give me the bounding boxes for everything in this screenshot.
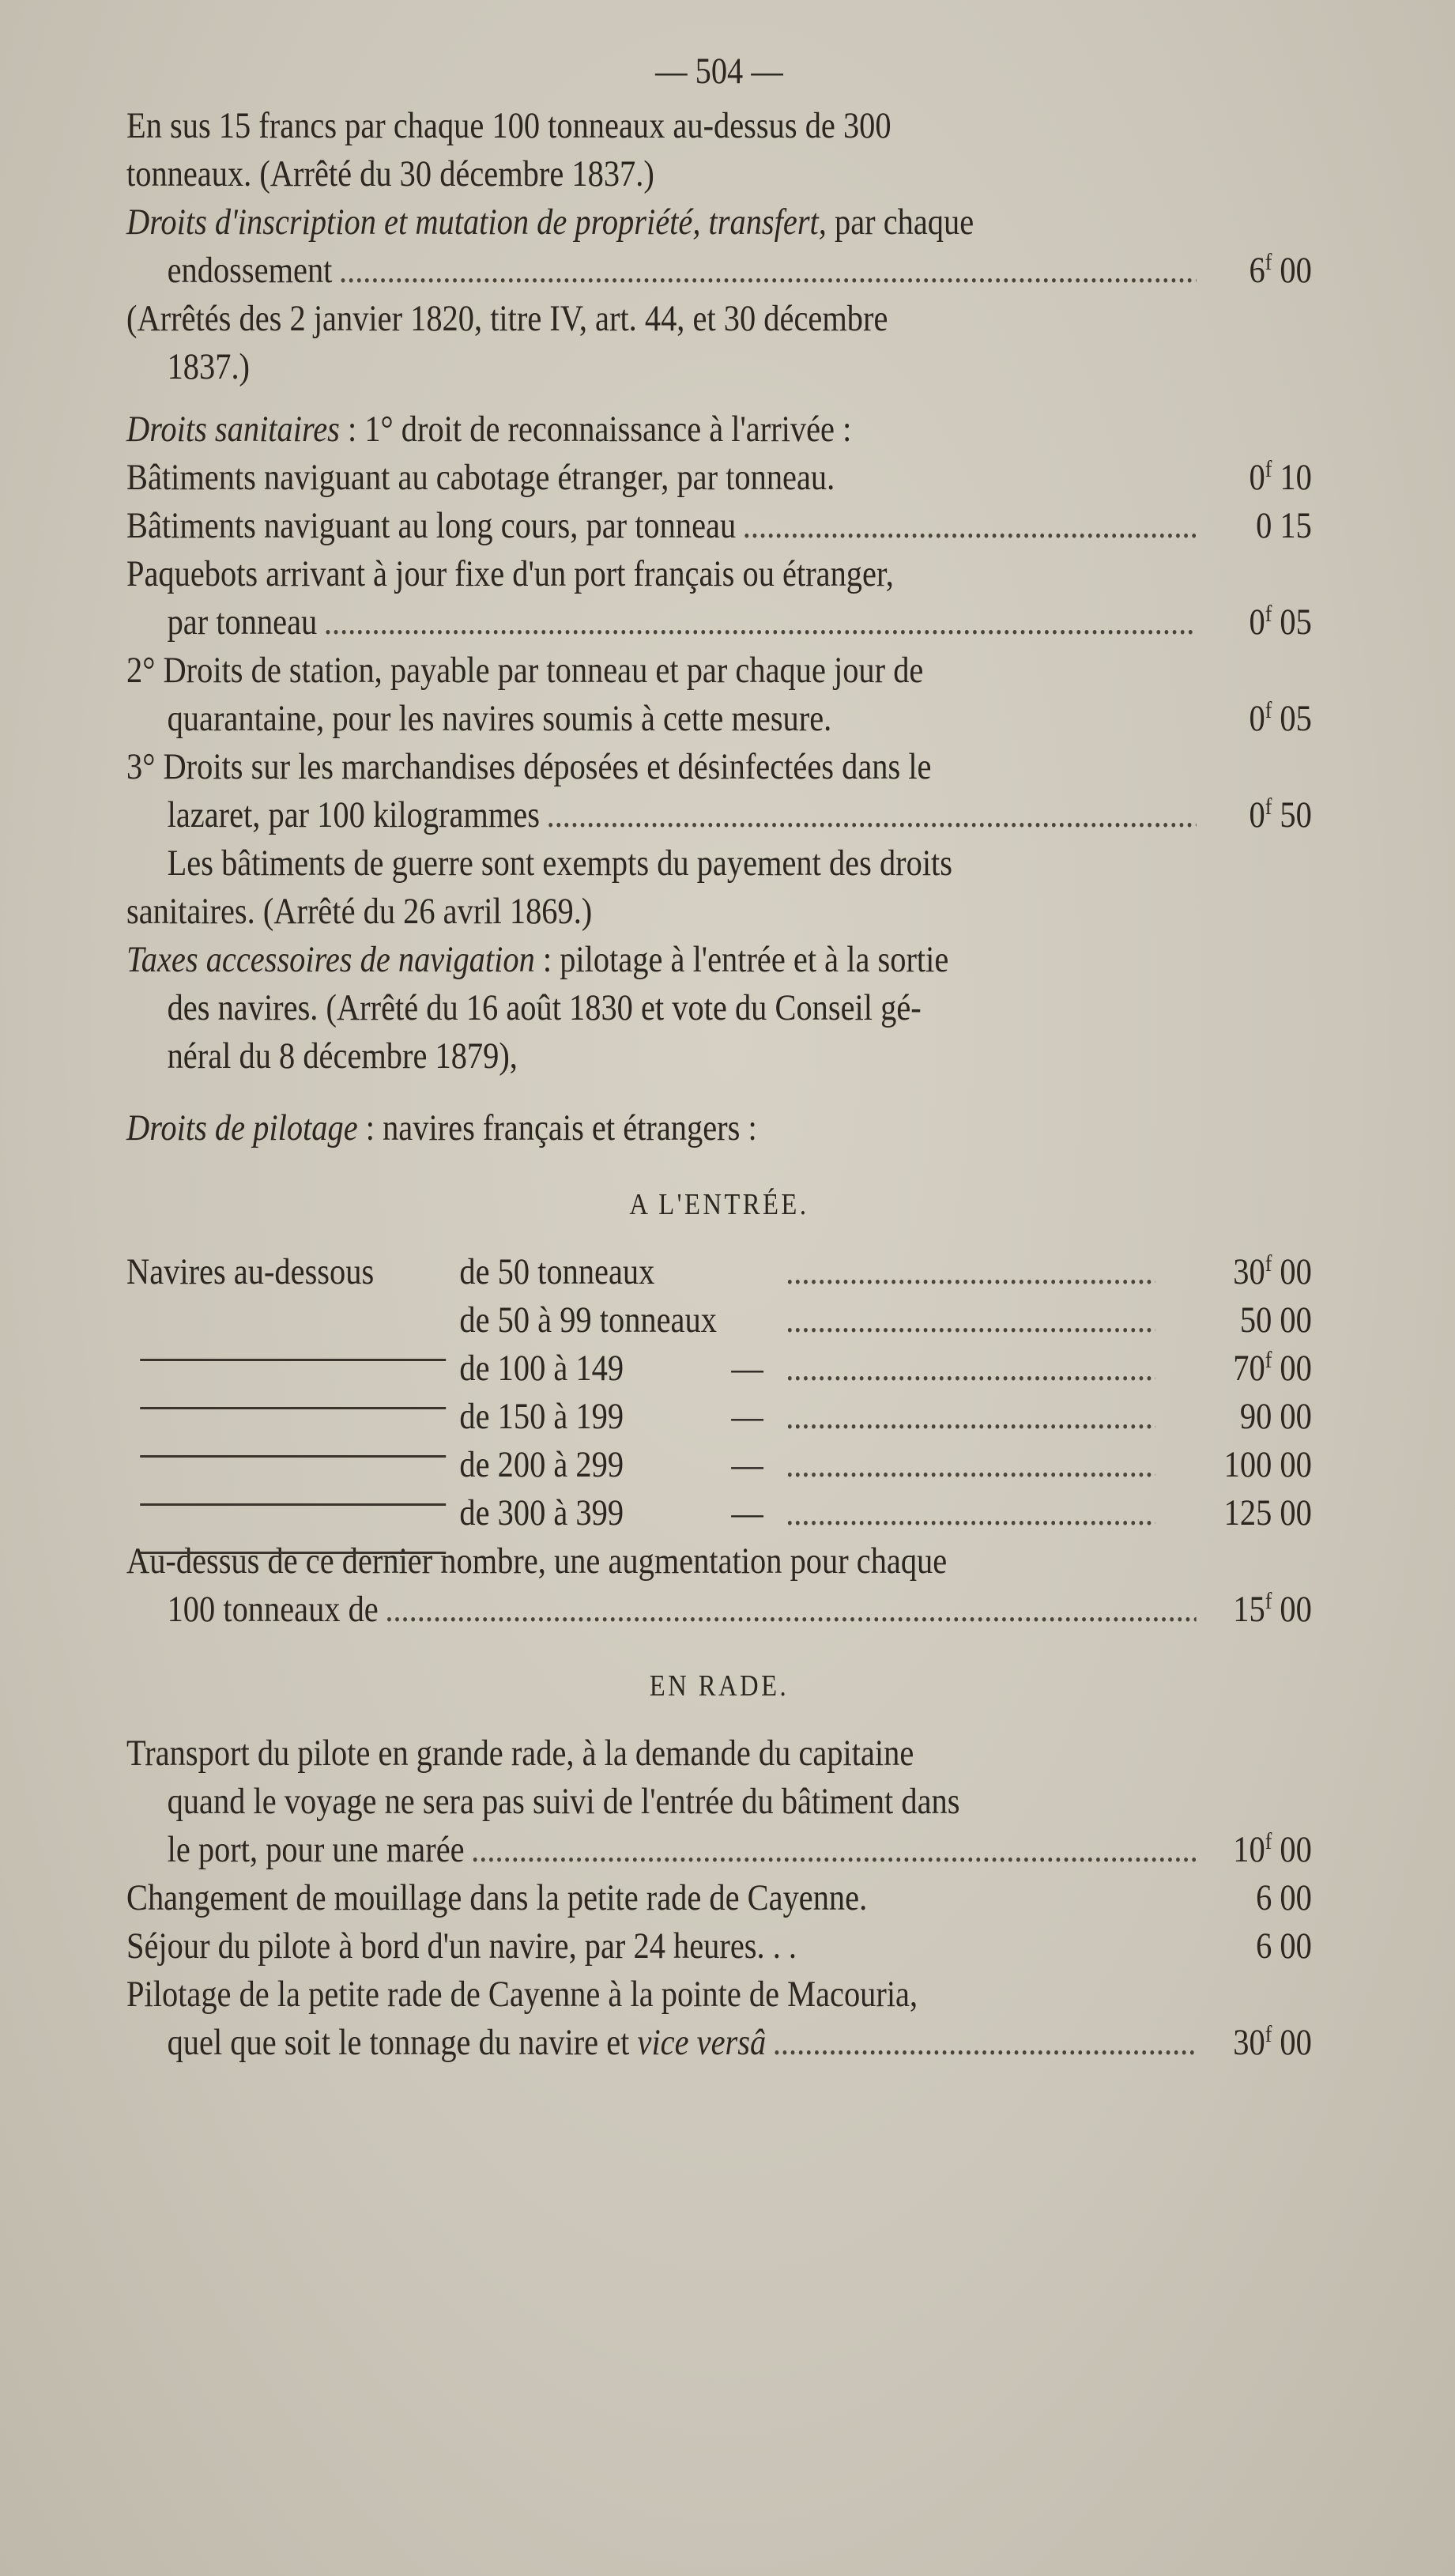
inscription-label: endossement [167,250,333,291]
paquebots-value: 0$^f$ 05 [1249,601,1312,643]
taxes-title: Taxes accessoires de navigation [126,939,535,980]
pilotage-heading: Droits de pilotage : navires français et étrangers : [126,1107,757,1148]
transport-value: 10$^f$ 00 [1233,1828,1312,1870]
leader-dots [743,502,1197,550]
page-content [126,47,1312,2067]
augmentation-value: 15$^f$ 00 [1233,1588,1312,1630]
sejour-value: 6 00 [1256,1925,1312,1967]
sanitaires-row-1: Bâtiments naviguant au cabotage étranger, par tonneau. 0$^f$ 10 [126,454,1312,502]
paquebots-row: par tonneau ..... 0$^f$ 05 [126,598,1312,647]
table-row: de 50 à 99 tonneaux ..... 50 00 [126,1296,1312,1345]
station-row: quarantaine, pour les navires soumis à cette mesure. 0$^f$ 05 [126,695,1312,743]
inscription-rest: par chaque [826,202,974,243]
inscription-row [126,247,1312,295]
paquebots-line: Paquebots arrivant à jour fixe d'un port français ou étranger, [126,553,894,594]
marchandises-value: 0$^f$ 50 [1249,794,1312,835]
leader-dots [339,247,1197,295]
leader-dots [324,598,1197,647]
table-row: de 200 à 299 — ..... 100 00 [126,1441,1312,1489]
inscription-heading [126,198,1312,247]
sanitaires-heading [126,405,1312,454]
sanitaires-title: Droits sanitaires [126,409,340,450]
entree-heading: A L'ENTRÉE. [629,1188,809,1221]
marchandises-row: lazaret, par 100 kilogrammes ..... 0$^f$ 50 [126,791,1312,839]
intro-line-1: En sus 15 francs par chaque 100 tonneaux au-dessus de 300 [126,105,891,146]
augmentation-line: Au-dessus de ce dernier nombre, une augmentation pour chaque [126,1541,948,1582]
rade-heading: EN RADE. [649,1669,790,1703]
page-number: — 504 — [655,51,783,92]
taxes-line-2: des navires. (Arrêté du 16 août 1830 et vote du Conseil gé- [167,987,922,1028]
leader-dots [773,2019,1197,2067]
changement-value: 6 00 [1256,1877,1312,1918]
sanitaires-value-2: 0 15 [1256,505,1312,546]
taxes-line-3: néral du 8 décembre 1879), [167,1035,518,1077]
station-line: 2° Droits de station, payable par tonneau et par chaque jour de [126,650,924,691]
sanitaires-intro: : 1° droit de reconnaissance à l'arrivée : [339,409,852,450]
table-row: de 100 à 149 — ..... 70$^f$ 00 [126,1345,1312,1393]
station-value: 0$^f$ 05 [1249,697,1312,739]
inscription-title: Droits d'inscription et mutation de propriété, transfert, [126,202,827,243]
leader-dots [786,1393,1155,1441]
transport-line-1: Transport du pilote en grande rade, à la demande du capitaine [126,1733,914,1774]
table-row: de 300 à 399 — ..... 125 00 [126,1489,1312,1537]
macouria-row: quel que soit le tonnage du navire et vice versâ ..... 30$^f$ 00 [126,2019,1312,2067]
entree-table [126,1248,1312,1537]
intro-line-2: tonneaux. (Arrêté du 30 décembre 1837.) [126,153,654,194]
augmentation-row: 100 tonneaux de ..... 15$^f$ 00 [126,1586,1312,1634]
leader-dots [786,1248,1155,1296]
leader-dots [786,1489,1155,1537]
leader-dots [786,1441,1155,1489]
sanitaires-row-2: Bâtiments naviguant au long cours, par tonneau ..... 0 15 [126,502,1312,550]
macouria-line-1: Pilotage de la petite rade de Cayenne à la pointe de Macouria, [126,1974,918,2015]
leader-dots [385,1586,1196,1634]
transport-row: le port, pour une marée ..... 10$^f$ 00 [126,1826,1312,1874]
pilotage-title: Droits de pilotage [126,1107,358,1148]
taxes-heading: Taxes accessoires de navigation : pilotage à l'entrée et à la sortie [126,939,949,980]
table-row: de 150 à 199 — ..... 90 00 [126,1393,1312,1441]
inscription-value: 6$^f$ 00 [1249,249,1312,291]
table-row: Navires au-dessous de 50 tonneaux ..... 30$^f$ 00 [126,1248,1312,1296]
transport-line-2: quand le voyage ne sera pas suivi de l'entrée du bâtiment dans [167,1781,960,1822]
exempt-line-1: Les bâtiments de guerre sont exempts du payement des droits [167,843,953,884]
leader-dots [786,1296,1155,1345]
first-label: Navires au-dessous [126,1251,375,1292]
leader-dots [786,1345,1155,1393]
sanitaires-value-1: 0$^f$ 10 [1249,456,1312,498]
inscription-ref-2: 1837.) [167,346,251,387]
inscription-ref: (Arrêtés des 2 janvier 1820, titre IV, art. 44, et 30 décembre [126,298,888,339]
exempt-line-2: sanitaires. (Arrêté du 26 avril 1869.) [126,891,593,932]
sejour-row: Séjour du pilote à bord d'un navire, par 24 heures. . . 6 00 [126,1922,1312,1971]
macouria-value: 30$^f$ 00 [1233,2021,1312,2063]
leader-dots [471,1826,1196,1874]
leader-dots [547,791,1197,839]
marchandises-line: 3° Droits sur les marchandises déposées et désinfectées dans le [126,746,932,787]
changement-row: Changement de mouillage dans la petite rade de Cayenne. 6 00 [126,1874,1312,1922]
